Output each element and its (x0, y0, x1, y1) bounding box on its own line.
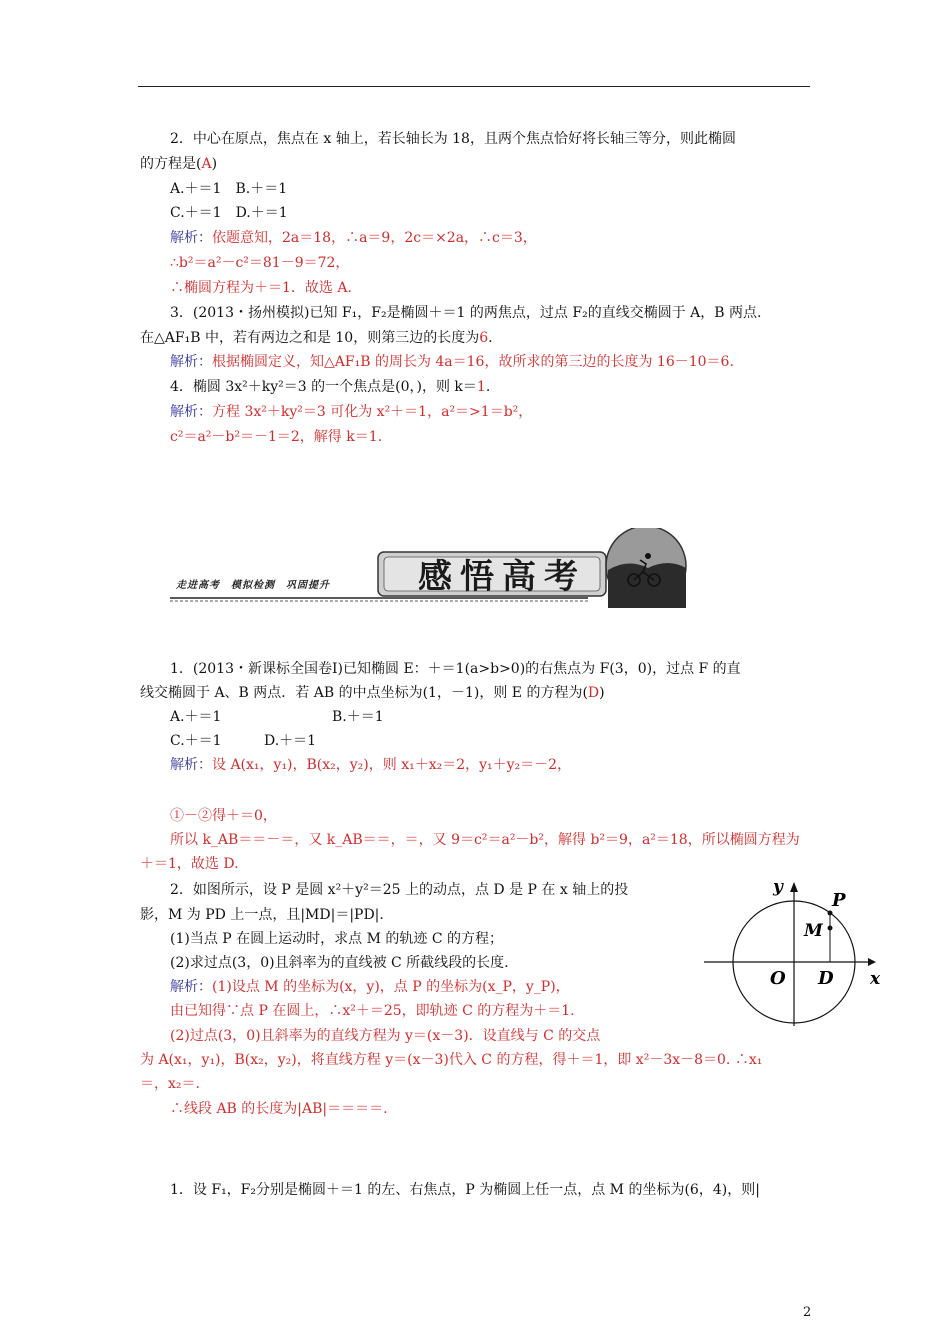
solution-text: 设 A(x₁，y₁)，B(x₂，y₂)，则 x₁＋x₂＝2，y₁＋y₂＝－2， (212, 757, 572, 773)
exam-solution-2-line-3: (2)过点(3，0)且斜率为的直线方程为 y＝(x－3)．设直线与 C 的交点 (170, 1028, 601, 1044)
solution-label: 解析： (170, 979, 212, 995)
exam-question-1-stem: 1．(2013・新课标全国卷Ⅰ)已知椭圆 E：＋＝1(a>b>0)的右焦点为 F(3，0)，过点 F 的直 (170, 661, 741, 677)
solution-4-line-1 (170, 402, 532, 422)
y-axis-arrow (790, 882, 798, 892)
exam-question-2-part-1: (1)当点 P 在圆上运动时，求点 M 的轨迹 C 的方程； (170, 931, 503, 947)
stem-text-end: ) (211, 156, 218, 172)
label-m: M (804, 921, 823, 941)
exam-question-1-option-c: C.＋＝1 (170, 733, 222, 749)
stem-text: 在△AF₁B 中，若有两边之和是 10，则第三边的长度为 (140, 330, 480, 346)
question-3-stem-cont (140, 328, 493, 348)
question-2-options-ab: A.＋＝1 B.＋＝1 (170, 181, 288, 197)
solution-3-line-1 (170, 352, 734, 372)
answer-mark: D (587, 685, 600, 701)
solution-2-line-3: ∴椭圆方程为＋＝1．故选 A. (170, 280, 352, 296)
solution-2-line-1 (170, 228, 537, 248)
answer-mark: A (201, 156, 212, 172)
point-p (828, 911, 833, 916)
exam-question-2-stem: 2．如图所示，设 P 是圆 x²＋y²＝25 上的动点，点 D 是 P 在 x 轴上的投 (170, 882, 629, 898)
exam-question-1-stem-cont (140, 683, 605, 703)
solution-label: 解析： (170, 354, 212, 370)
question-2-stem: 2．中心在原点，焦点在 x 轴上，若长轴长为 18，且两个焦点恰好将长轴三等分，则此椭圆 (170, 131, 736, 147)
answer-mark: 6 (479, 330, 489, 346)
exam-solution-2-line-4: 为 A(x₁，y₁)，B(x₂，y₂)，将直线方程 y＝(x－3)代入 C 的方程，得＋＝1，即 x²－3x－8＝0. ∴x₁ (140, 1052, 763, 1068)
question-2-stem-cont (140, 154, 217, 174)
solution-text: 根据椭圆定义，知△AF₁B 的周长为 4a＝16，故所求的第三边的长度为 16－10＝6. (212, 354, 734, 370)
stem-text-end: ) (599, 685, 605, 701)
solution-text: 依题意知，2a＝18，∴a＝9，2c＝×2a，∴c＝3， (212, 230, 537, 246)
exam-solution-2-line-1 (170, 977, 570, 997)
practice-question-1-stem: 1．设 F₁，F₂分别是椭圆＋＝1 的左、右焦点，P 为椭圆上任一点，点 M 的坐标为(6，4)，则| (170, 1182, 760, 1198)
label-y: y (773, 877, 783, 897)
label-d: D (818, 968, 834, 989)
exam-solution-2-line-6: ∴线段 AB 的长度为|AB|＝＝＝＝. (170, 1101, 388, 1117)
exam-solution-1-line-4: ＋＝1，故选 D. (140, 856, 239, 872)
label-o: O (770, 968, 786, 989)
solution-2-line-2: ∴b²＝a²－c²＝81－9＝72， (170, 255, 350, 271)
solution-label: 解析： (170, 757, 212, 773)
stem-text-end: . (488, 330, 493, 346)
stem-text: 的方程是( (140, 156, 202, 172)
solution-text: 方程 3x²＋ky²＝3 可化为 x²＋＝1，a²＝>1＝b²， (212, 404, 533, 420)
exam-solution-2-line-5: ＝，x₂＝. (140, 1076, 200, 1092)
page-number: 2 (803, 1305, 812, 1320)
question-4-stem (170, 377, 490, 397)
point-m (828, 926, 833, 931)
header-rule (138, 86, 810, 87)
solution-label: 解析： (170, 404, 212, 420)
solution-4-line-2: c²＝a²－b²＝－1＝2，解得 k＝1. (170, 429, 383, 445)
exam-solution-2-line-2: 由已知得∵点 P 在圆上，∴x²＋＝25，即轨迹 C 的方程为＋＝1. (170, 1003, 575, 1019)
x-axis-arrow (868, 958, 876, 966)
label-x: x (870, 969, 881, 989)
exam-solution-1-line-3: 所以 k_AB＝＝－＝，又 k_AB＝＝，＝，又 9＝c²＝a²－b²，解得 b²＝9，a²＝18，所以椭圆方程为 (170, 832, 800, 848)
label-p: P (832, 890, 846, 911)
question-3-stem: 3．(2013・扬州模拟)已知 F₁，F₂是椭圆＋＝1 的两焦点，过点 F₂的直线交椭圆于 A，B 两点. (170, 305, 762, 321)
stem-text: 线交椭圆于 A、B 两点．若 AB 的中点坐标为(1，－1)，则 E 的方程为( (140, 685, 588, 701)
banner-subtitle: 走进高考 模拟检测 巩固提升 (176, 580, 330, 591)
stem-text-end: . (485, 379, 491, 395)
exam-question-1-option-b: B.＋＝1 (332, 709, 384, 725)
solution-text: (1)设点 M 的坐标为(x，y)，点 P 的坐标为(x_P，y_P)， (212, 979, 570, 995)
exam-solution-1-line-2: ①－②得＋＝0， (170, 808, 277, 824)
stem-text: 4．椭圆 3x²＋ky²＝3 的一个焦点是(0，)，则 k＝ (170, 379, 477, 395)
exam-question-2-part-2: (2)求过点(3，0)且斜率为的直线被 C 所截线段的长度. (170, 955, 509, 971)
solution-label: 解析： (170, 230, 212, 246)
exam-question-1-option-a: A.＋＝1 (170, 709, 222, 725)
exam-question-1-option-d: D.＋＝1 (264, 733, 317, 749)
answer-mark: 1 (476, 379, 486, 395)
question-2-options-cd: C.＋＝1 D.＋＝1 (170, 205, 288, 221)
exam-question-2-stem-cont: 影，M 为 PD 上一点，且|MD|＝|PD|. (140, 907, 384, 923)
exam-solution-1-line-1 (170, 755, 571, 775)
banner-title: 感悟高考 (418, 557, 586, 597)
circle-figure (702, 876, 892, 1028)
